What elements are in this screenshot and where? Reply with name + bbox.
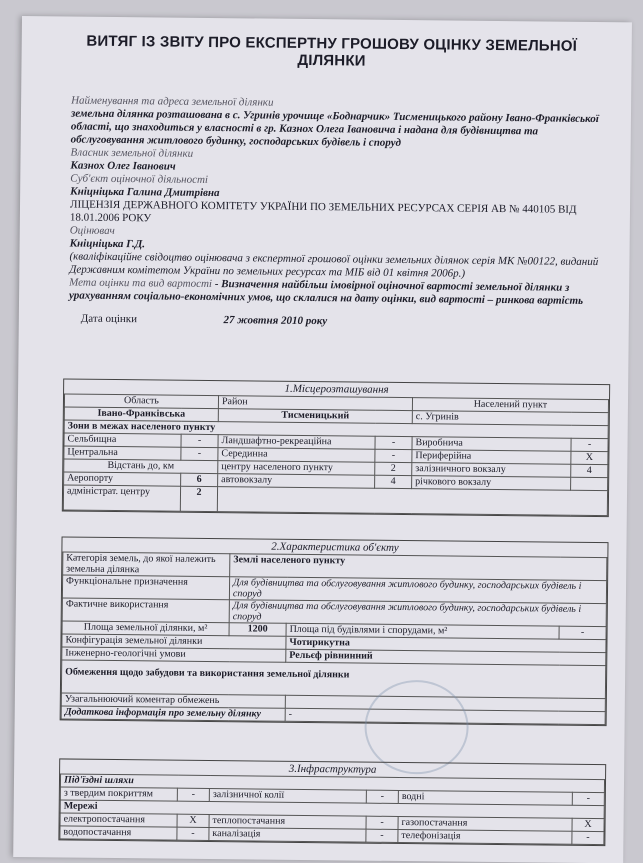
document-page	[13, 16, 632, 863]
func-label: Функціональне призначення	[62, 575, 229, 600]
zone-cell: Ландшафтно-рекреаційна	[218, 435, 375, 450]
infra-table	[59, 773, 605, 845]
geo-label: Інженерно-геологічні умови	[62, 647, 286, 662]
purpose-label: Мета оцінки та вид вартості	[69, 276, 213, 291]
built-label: Площа під будівлями і спорудами, м²	[286, 623, 559, 639]
func-value: Для будівництва та обслуговування житлового будинку, господарських будівель і споруд	[229, 577, 606, 604]
d-center-value: 2	[375, 462, 412, 475]
d-airport-value: 6	[181, 473, 218, 486]
road-water-value: -	[572, 792, 604, 805]
zone-cell: -	[571, 438, 608, 451]
d-rail-value: 4	[571, 464, 608, 477]
d-center-label: центру населеного пункту	[218, 461, 375, 476]
network-cell: -	[366, 829, 398, 842]
object-section	[60, 536, 609, 726]
zone-cell: X	[571, 451, 608, 464]
zone-cell: Сельбищна	[64, 433, 181, 447]
object-heading: 2.Характеристика об'єкту	[271, 540, 399, 554]
road-hard-value: -	[177, 788, 209, 801]
d-bus-label: автовокзалу	[218, 474, 375, 489]
appraiser-value: Кніцніцька Г.Д.	[69, 237, 146, 251]
object-table	[61, 551, 608, 725]
d-admin-value: 2	[180, 486, 217, 511]
location-heading: 1.Місцерозташування	[284, 382, 389, 396]
zone-cell: -	[181, 447, 218, 460]
d-admin-label: адміністрат. центру	[63, 485, 180, 511]
network-cell: -	[177, 827, 209, 840]
appraiser-label: Оцінювач	[69, 224, 115, 237]
config-value: Чотирикутна	[286, 636, 606, 652]
location-section	[62, 378, 610, 517]
d-airport-label: Аеропорту	[64, 472, 181, 486]
extra-label: Додаткова інформація про земельну ділянку	[61, 706, 285, 721]
owner-label: Власник земельної ділянки	[70, 146, 194, 160]
zone-cell: -	[181, 434, 218, 447]
network-cell: газопостачання	[398, 816, 572, 831]
purpose-value: Визначення найбільш імовірної оціночної вартості земельної ділянки з урахуванням соціально-економічних умов, що склалися на дату оцінки, вид вартості – ринкова вартість	[69, 278, 584, 307]
config-label: Конфігурація земельної ділянки	[62, 634, 286, 649]
roads-heading: Під'їздні шляхи	[60, 774, 604, 793]
geo-value: Рельєф рівнинний	[286, 649, 606, 665]
restr-heading: Обмеження щодо забудови та використання земельної ділянки	[61, 660, 605, 699]
zone-cell: Центральна	[64, 446, 181, 460]
subject-value: Кніцніцька Галина Дмитрівна	[70, 185, 220, 200]
region-value: Івано-Франківська	[64, 407, 218, 422]
area-value: 1200	[229, 623, 286, 637]
built-value: -	[559, 626, 606, 639]
road-water-label: водні	[398, 790, 572, 805]
fact-value: Для будівництва та обслуговування житлового будинку, господарських будівель і споруд	[229, 600, 606, 627]
name-value: земельна ділянка розташована в с. Угринів урочище «Боднарчик» Тисменицького району Івано-Франківської області, що знаходиться у власності в гр. Казнох Олега Івановича і надана для будівництва та обслуговування житлового будинку, господарських будівель і споруд	[70, 107, 599, 149]
extra-value: -	[285, 708, 605, 724]
cat-value: Землі населеного пункту	[230, 554, 607, 581]
d-bus-value: 4	[375, 475, 412, 488]
zone-cell: Виробнича	[412, 437, 571, 452]
district-value: Тисменицький	[218, 409, 412, 424]
location-table	[63, 393, 609, 516]
d-river-value	[571, 477, 608, 490]
subject-label: Суб'єкт оціночної діяльності	[70, 172, 209, 186]
zone-cell: Периферійна	[412, 450, 571, 465]
settlement-value: с. Угринів	[412, 411, 608, 426]
empty-cell	[217, 487, 607, 516]
zone-cell: -	[375, 449, 412, 462]
d-river-label: річкового вокзалу	[412, 476, 571, 491]
fact-label: Фактичне використання	[62, 598, 229, 623]
zones-heading: Зони в межах населеного пункту	[64, 420, 608, 439]
road-hard-label: з твердим покриттям	[60, 787, 177, 801]
date-value: 27 жовтня 2010 року	[223, 314, 328, 328]
distance-label: Відстань до, км	[64, 459, 218, 474]
d-rail-label: залізничного вокзалу	[412, 463, 571, 478]
network-cell: -	[366, 816, 398, 829]
date-line	[69, 313, 609, 332]
infra-section	[58, 758, 606, 846]
purpose-line: Мета оцінки та вид вартості - Визначення найбільш імовірної оціночної вартості земельної ділянки з урахуванням соціально-економічних умов, що склалися на дату оцінки, вид вартості – ринкова вартість	[69, 276, 584, 307]
network-cell: теплопостачання	[209, 815, 366, 830]
col-district: Район	[218, 396, 412, 411]
infra-heading: 3.Інфраструктура	[288, 762, 377, 776]
networks-heading: Мережі	[60, 800, 604, 819]
network-cell: телефонізація	[398, 829, 572, 844]
col-region: Область	[64, 394, 218, 409]
certificate-text: (кваліфікаційне свідоцтво оцінювача з експертної грошової оцінки земельних ділянок серія МК №00122, виданий Державним комітетом України по земельних ресурсах та МІБ від 01 квітня 2006р.)	[69, 250, 599, 280]
zone-cell: Серединна	[218, 448, 375, 463]
network-cell: каналізація	[209, 828, 366, 843]
date-label: Дата оцінки	[80, 312, 138, 326]
zone-cell: -	[375, 436, 412, 449]
network-cell: водопостачання	[60, 826, 177, 840]
comment-label: Узагальнюючий коментар обмежень	[61, 693, 285, 708]
stamp-seal	[364, 680, 469, 775]
road-rail-value: -	[366, 790, 398, 803]
cat-label: Категорія земель, до якої належить земельна ділянка	[63, 552, 230, 577]
network-cell: X	[572, 818, 604, 831]
area-label: Площа земельної ділянки, м²	[62, 621, 229, 636]
network-cell: X	[177, 814, 209, 827]
license-text: ЛІЦЕНЗІЯ ДЕРЖАВНОГО КОМІТЕТУ УКРАЇНИ ПО ЗЕМЕЛЬНИХ РЕСУРСАХ СЕРІЯ АВ № 440105 ВІД 18.01.2006 РОКУ	[69, 198, 577, 225]
name-label: Найменування та адреса земельної ділянки	[71, 94, 274, 109]
owner-value: Казнох Олег Іванович	[70, 159, 176, 173]
document-title: ВИТЯГ ІЗ ЗВІТУ ПРО ЕКСПЕРТНУ ГРОШОВУ ОЦІНКУ ЗЕМЕЛЬНОЇ ДІЛЯНКИ	[86, 32, 578, 70]
network-cell: електропостачання	[60, 813, 177, 827]
network-cell: -	[572, 831, 604, 844]
road-rail-label: залізничної колії	[209, 789, 366, 804]
header-block	[69, 95, 611, 332]
col-settlement: Населений пункт	[412, 398, 608, 413]
